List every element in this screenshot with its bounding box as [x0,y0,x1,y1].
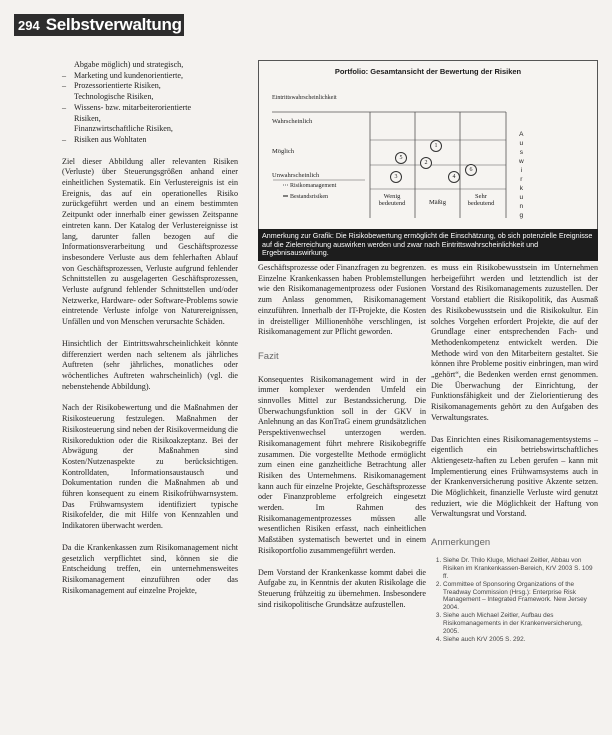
list-item: Finanzwirtschaftliche Risiken, [74,124,173,134]
legend-item: Risikomanagement [290,183,337,189]
axis-letter: g [519,212,524,219]
page-header [14,14,184,36]
page-title: Selbstverwaltung [45,15,182,34]
notes-heading: Anmerkungen [431,537,491,549]
paragraph: Konsequentes Risikomanagement wird in der immer komplexer werdenden Umfeld ein sinnvolles Mittel zur Bestandssicherung. Die Überwachungsfunktion soll in der GKV in Anlehnung an das KonTraG einem grundsätzlichen Perspektivenwechsel unterzogen werden. Risikomanagement führt mehrere Risikobegriffe zusammen. Die vorgestellte Methode ermöglicht zum einen eine ganzheitliche Betrachtung aller Risiken des Unternehmens. Risikomanagement kann auch für einzelne Projekte, Geschäftsprozesse oder Finanzprobleme erfolgreich eingesetzt werden. Im Rahmen des Risikomanagementprozesses müssen alle wesentlichen Risiken erfasst, nach einheitlichen Maßstäben systematisch bewertet und in einem Risikoportfolio zusammengeführt werden. [258,374,426,555]
risk-marker: 4 [448,171,460,183]
note-item: 3. Siehe auch Michael Zeitler, Aufbau des Risikomanagements in der Krankenversicherung, 2005. [443,612,598,636]
list-item: – Marketing und kundenorientierte, [62,71,238,82]
x-level: Wenig bedeutend [378,193,406,207]
list-item: Risiken, [74,113,101,123]
paragraph: Ziel dieser Abbildung aller relevanten Risiken (Verluste) über Steuerungsgrößen anhand einer einheitlichen Systematik. Ein Verlustereignis ist ein Ereignis, das auf ein operationelles Risiko zurückgeführt werden und an einem bestimmten Zeitpunkt oder innerhalb einer gewissen Zeitspanne eintreten kann. Der Katalog der Verlustereignisse ist lang, darunter fallen bezogen auf die Informationsverarbeitung und Geschäftsprozesse insbesondere Verluste aus dem fehlerhaften Ablauf von Geschäftsprozessen, Verluste aufgrund fehlender Schnittstellen zu ausgelagerten Geschäftsprozessen, Verluste aufgrund fehlender Schnittstellen und/oder Netzwerke, Hardware- oder Software-Problems sowie eintretende Verluste infolge von Naturereignissen, Unfällen und von Menschen verursachte Schäden. [62,156,238,327]
risk-marker: 5 [395,152,407,164]
list-item: – Prozessorientierte Risiken, [62,81,238,92]
x-level: Mäßig [429,199,446,206]
x-level: Sehr bedeutend [467,193,495,207]
axis-letter: s [519,149,523,156]
axis-letter: r [520,176,523,183]
paragraph: Da die Krankenkassen zum Risikomanagement nicht gesetzlich verpflichtet sind, können sie die Entscheidung treffen, ein unternehmensweites Risikomanagement einzuführen oder das Risikomanagement auf einzelne Projekte, [62,542,238,595]
paragraph: Hinsichtlich der Eintrittswahrscheinlichkeit könnte differenziert werden nach seltenem als jährliches Auftreten (sehr jährliches, monatliches oder wöchentliches Auftreten wahrscheinlich) (vgl. die nebenstehende Abbildung). [62,338,238,391]
note-item: 4. Siehe auch KrV 2005 S. 292. [443,636,598,644]
column-2 [258,263,426,610]
y-level: Unwahrscheinlich [272,172,320,179]
figure-caption: Anmerkung zur Grafik: Die Risikobewertung ermöglicht die Einschätzung, ob sich potenzielle Ereignisse auf die Zielerreichung auswirken werden und zwar nach Eintrittswahrscheinlichkeit und Ergebnisauswirkung. [258,229,598,261]
note-item: 1. Siehe Dr. Thilo Kluge, Michael Zeitler, Abbau von Risiken im Krankenkassen-Bereich, KrV 2003 S. 109 ff. [443,557,598,581]
note-item: 2. Committee of Sponsoring Organizations of the Treadway Commission (Hrsg.): Enterprise Risk Management – Integrated Framework. New Jersey 2004. [443,581,598,613]
notes-list [431,557,598,644]
page-number: 294 [18,17,40,33]
risk-marker: 3 [390,171,402,183]
axis-letter: A [519,131,524,138]
axis-letter: u [519,140,524,147]
paragraph: Geschäftsprozesse oder Finanzfragen zu begrenzen. Einzelne Krankenkassen haben Problemstellungen wie den Risikomanagementprozess oder Fusionen zum Anlass genommen, Risikomanagement einzuführen. Innerhalb der IT-Projekte, die Kosten in dreistelliger Millionenhöhe verschlingen, ist Risikomanagement zur Pflicht geworden. [258,263,426,337]
risk-list [62,60,238,146]
column-3 [431,263,598,644]
axis-letter: i [520,167,523,174]
axis-letter: w [519,158,524,165]
paragraph: Dem Vorstand der Krankenkasse kommt dabei die Aufgabe zu, in Kenntnis der akuten Risikolage die Steuerung frühzeitig zu übernehmen. Insbesondere sind risikopolitische Grundsätze aufzustellen. [258,567,426,609]
risk-portfolio-figure [258,60,598,230]
figure-title: Portfolio: Gesamtansicht der Bewertung der Risiken [334,67,522,76]
risk-marker: 6 [465,164,477,176]
paragraph: Das Einrichten eines Risikomanagementsystems – eigentlich ein betriebswirtschaftliches Aktiengesetz-haften zu Leben gerufen – kann mit Implementierung eines Frühwarnsystems auch in der Krankenversicherung positive Akzente setzen. Die Möglichkeit, finanzielle Verluste wird genutzt reduziert, wie die Möglichkeit der Haftung von Verwaltungsrat und Vorstand. [431,434,598,519]
section-heading: Fazit [258,350,279,362]
axis-letter: k [519,185,523,192]
column-1 [62,60,238,596]
risk-marker: 2 [420,157,432,169]
y-level: Möglich [272,148,295,155]
y-level: Wahrscheinlich [272,118,313,125]
list-item: Technologische Risiken, [74,92,154,102]
right-axis-label [519,130,524,220]
list-item: – Wissens- bzw. mitarbeiterorientierte [62,103,238,114]
risk-marker: 1 [430,140,442,152]
y-axis-title: Eintrittswahrscheinlichkeit [272,95,337,101]
axis-letter: u [519,194,524,201]
list-item: Abgabe möglich) und strategisch, [74,60,184,69]
legend-item: Bestandsrisiken [290,194,328,200]
axis-letter: n [519,203,524,210]
list-item: – Risiken aus Wohltaten [62,135,238,146]
paragraph: es muss ein Risikobewusstsein im Unternehmen herbeigeführt werden und letztendlich ist der Vorstand des Risikomanagements zuzustellen. Der Vorstand etabliert die Risikopolitik, das Ausmaß des Risikobewusstsein und die Risikokultur. Ein solches Vorgehen erfordert Projekte, die auf der Grundlage einer entsprechenden Fach- und Methodenkompetenz entwickelt werden. Die Methode wird von den Mitarbeitern gestaltet. Sie können ihre Probleme positiv einbringen, man wird „gehört“, die Bedenken werden ernst genommen. Die Überwachung der Einrichtung, der Funktionsfähigkeit und der Zielorientierung des Risikomanagements gehört zu den Aufgaben des Verwaltungsrates. [431,263,599,422]
paragraph: Nach der Risikobewertung und die Maßnahmen der Risikosteuerung festzulegen. Maßnahmen der Risikosteuerung sind neben der Risikovermeidung die Risikoreduktion oder die Risikoakzeptanz. Bei der Abwägung der Maßnahmen sind Kosten/Nutzenaspekte zu berücksichtigen. Kontrolldaten, Informationsaustausch und Dokumentation runden die Maßnahmen ab und führen konsequent zu einem Risikofrühwarnsystem. Das Frühwarnsystem identifiziert typische Risikofelder, die mit Hilfe von Kennzahlen und Indikatoren überwacht werden. [62,403,238,531]
